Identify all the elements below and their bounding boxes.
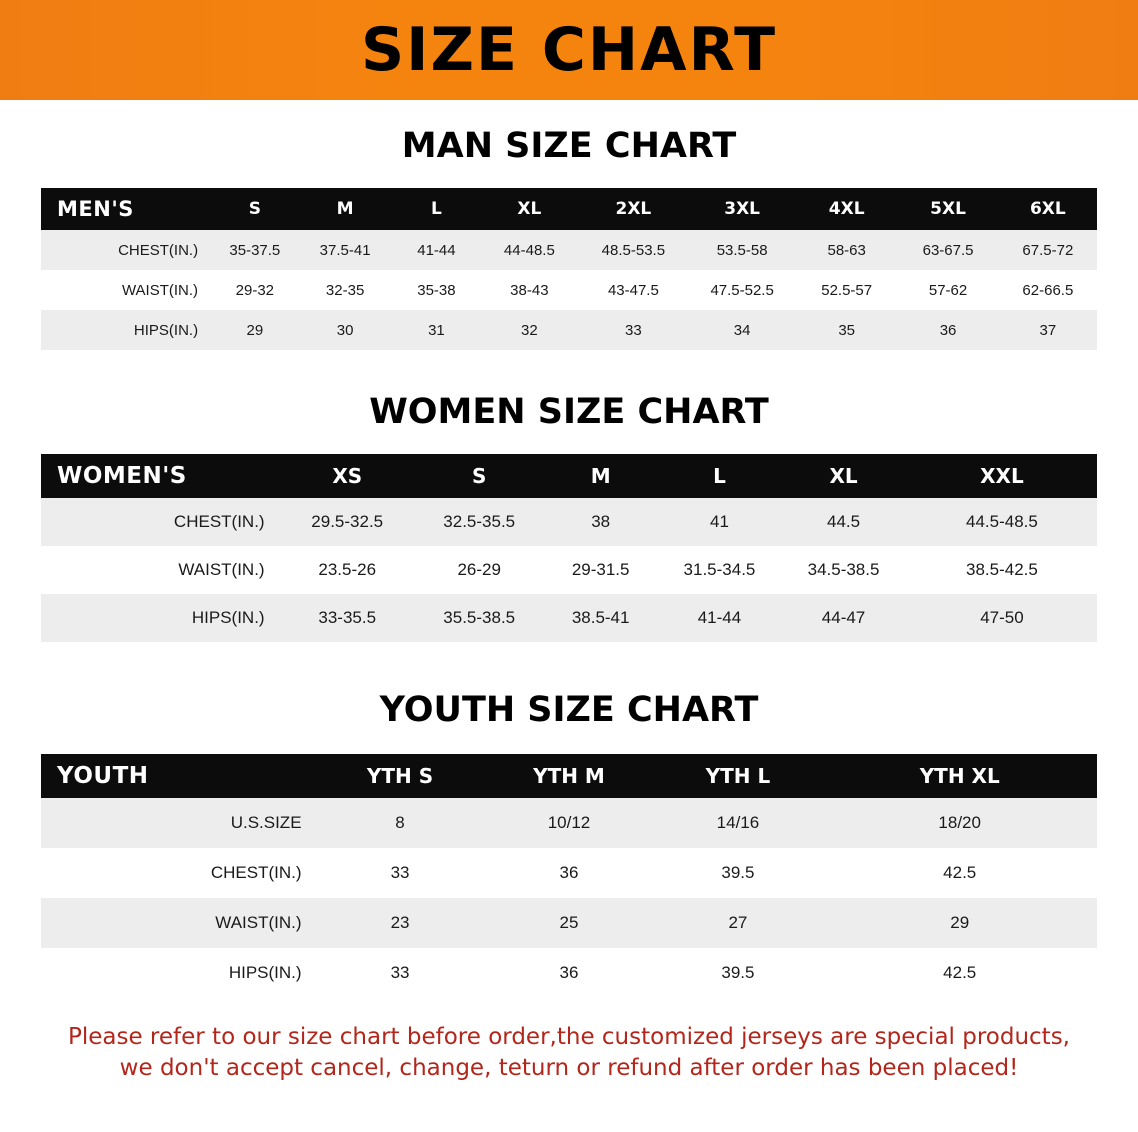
youth-hips-l: 39.5 xyxy=(653,948,822,998)
youth-row-label-hips: HIPS(IN.) xyxy=(41,948,316,998)
women-header-xs: XS xyxy=(279,454,416,498)
women-waist-xl: 34.5-38.5 xyxy=(780,546,907,594)
men-header-4xl: 4XL xyxy=(796,188,897,230)
women-hips-xs: 33-35.5 xyxy=(279,594,416,642)
youth-header-label: YOUTH xyxy=(41,754,316,798)
men-header-l: L xyxy=(393,188,481,230)
women-waist-xs: 23.5-26 xyxy=(279,546,416,594)
youth-ussize-s: 8 xyxy=(316,798,485,848)
women-row-label-waist: WAIST(IN.) xyxy=(41,546,279,594)
women-size-table xyxy=(41,454,1097,642)
women-chest-s: 32.5-35.5 xyxy=(416,498,543,546)
youth-waist-l: 27 xyxy=(653,898,822,948)
men-waist-5xl: 57-62 xyxy=(897,270,998,310)
youth-row-label-waist: WAIST(IN.) xyxy=(41,898,316,948)
women-waist-m: 29-31.5 xyxy=(543,546,659,594)
youth-hips-m: 36 xyxy=(485,948,654,998)
table-row xyxy=(41,230,1097,270)
men-chest-6xl: 67.5-72 xyxy=(999,230,1097,270)
men-chest-xl: 44-48.5 xyxy=(480,230,578,270)
men-row-label-chest: CHEST(IN.) xyxy=(41,230,212,270)
youth-table-wrapper xyxy=(0,754,1138,998)
men-hips-3xl: 34 xyxy=(688,310,796,350)
women-header-l: L xyxy=(659,454,780,498)
men-waist-3xl: 47.5-52.5 xyxy=(688,270,796,310)
men-waist-2xl: 43-47.5 xyxy=(578,270,688,310)
youth-size-table xyxy=(41,754,1097,998)
table-row xyxy=(41,898,1097,948)
women-hips-xl: 44-47 xyxy=(780,594,907,642)
youth-header-l: YTH L xyxy=(653,754,822,798)
youth-hips-s: 33 xyxy=(316,948,485,998)
men-hips-4xl: 35 xyxy=(796,310,897,350)
women-waist-l: 31.5-34.5 xyxy=(659,546,780,594)
women-header-s: S xyxy=(416,454,543,498)
men-header-6xl: 6XL xyxy=(999,188,1097,230)
men-chest-l: 41-44 xyxy=(393,230,481,270)
women-header-xl: XL xyxy=(780,454,907,498)
table-header-row xyxy=(41,454,1097,498)
youth-header-s: YTH S xyxy=(316,754,485,798)
table-row xyxy=(41,498,1097,546)
women-header-m: M xyxy=(543,454,659,498)
women-hips-m: 38.5-41 xyxy=(543,594,659,642)
men-waist-4xl: 52.5-57 xyxy=(796,270,897,310)
man-table-wrapper xyxy=(0,188,1138,350)
page-title: SIZE CHART xyxy=(360,15,778,85)
youth-section-title: YOUTH SIZE CHART xyxy=(379,690,759,730)
table-row xyxy=(41,848,1097,898)
youth-chest-l: 39.5 xyxy=(653,848,822,898)
youth-ussize-l: 14/16 xyxy=(653,798,822,848)
men-chest-s: 35-37.5 xyxy=(212,230,298,270)
man-section-title: MAN SIZE CHART xyxy=(401,126,737,166)
youth-chest-xl: 42.5 xyxy=(822,848,1097,898)
women-header-label: WOMEN'S xyxy=(41,454,279,498)
men-header-m: M xyxy=(298,188,393,230)
table-header-row xyxy=(41,754,1097,798)
women-header-xxl: XXL xyxy=(907,454,1097,498)
youth-ussize-xl: 18/20 xyxy=(822,798,1097,848)
table-row xyxy=(41,546,1097,594)
youth-ussize-m: 10/12 xyxy=(485,798,654,848)
men-waist-m: 32-35 xyxy=(298,270,393,310)
youth-hips-xl: 42.5 xyxy=(822,948,1097,998)
men-header-3xl: 3XL xyxy=(688,188,796,230)
women-chest-l: 41 xyxy=(659,498,780,546)
youth-row-label-ussize: U.S.SIZE xyxy=(41,798,316,848)
youth-chest-s: 33 xyxy=(316,848,485,898)
men-hips-s: 29 xyxy=(212,310,298,350)
men-hips-2xl: 33 xyxy=(578,310,688,350)
youth-waist-s: 23 xyxy=(316,898,485,948)
men-chest-m: 37.5-41 xyxy=(298,230,393,270)
women-hips-xxl: 47-50 xyxy=(907,594,1097,642)
women-chest-xl: 44.5 xyxy=(780,498,907,546)
men-waist-xl: 38-43 xyxy=(480,270,578,310)
women-chest-xs: 29.5-32.5 xyxy=(279,498,416,546)
men-hips-xl: 32 xyxy=(480,310,578,350)
men-hips-6xl: 37 xyxy=(999,310,1097,350)
men-size-table xyxy=(41,188,1097,350)
men-chest-3xl: 53.5-58 xyxy=(688,230,796,270)
men-hips-l: 31 xyxy=(393,310,481,350)
men-chest-5xl: 63-67.5 xyxy=(897,230,998,270)
note-line-2: we don't accept cancel, change, teturn or refund after order has been placed! xyxy=(119,1055,1019,1082)
women-hips-s: 35.5-38.5 xyxy=(416,594,543,642)
men-row-label-hips: HIPS(IN.) xyxy=(41,310,212,350)
men-chest-2xl: 48.5-53.5 xyxy=(578,230,688,270)
youth-header-m: YTH M xyxy=(485,754,654,798)
table-row xyxy=(41,948,1097,998)
men-waist-s: 29-32 xyxy=(212,270,298,310)
size-chart-banner xyxy=(0,0,1138,100)
youth-row-label-chest: CHEST(IN.) xyxy=(41,848,316,898)
men-header-5xl: 5XL xyxy=(897,188,998,230)
men-row-label-waist: WAIST(IN.) xyxy=(41,270,212,310)
youth-chest-m: 36 xyxy=(485,848,654,898)
women-row-label-hips: HIPS(IN.) xyxy=(41,594,279,642)
women-waist-xxl: 38.5-42.5 xyxy=(907,546,1097,594)
women-waist-s: 26-29 xyxy=(416,546,543,594)
table-row xyxy=(41,798,1097,848)
men-header-label: MEN'S xyxy=(41,188,212,230)
return-policy-note xyxy=(34,1022,1104,1084)
table-row xyxy=(41,310,1097,350)
women-hips-l: 41-44 xyxy=(659,594,780,642)
men-waist-l: 35-38 xyxy=(393,270,481,310)
women-chest-m: 38 xyxy=(543,498,659,546)
women-chest-xxl: 44.5-48.5 xyxy=(907,498,1097,546)
men-header-2xl: 2XL xyxy=(578,188,688,230)
men-hips-m: 30 xyxy=(298,310,393,350)
men-header-xl: XL xyxy=(480,188,578,230)
women-row-label-chest: CHEST(IN.) xyxy=(41,498,279,546)
note-line-1: Please refer to our size chart before order,the customized jerseys are special products, xyxy=(67,1024,1070,1050)
table-header-row xyxy=(41,188,1097,230)
table-row xyxy=(41,270,1097,310)
youth-waist-m: 25 xyxy=(485,898,654,948)
women-table-wrapper xyxy=(0,454,1138,642)
men-header-s: S xyxy=(212,188,298,230)
men-hips-5xl: 36 xyxy=(897,310,998,350)
women-section-title: WOMEN SIZE CHART xyxy=(369,392,769,432)
men-waist-6xl: 62-66.5 xyxy=(999,270,1097,310)
men-chest-4xl: 58-63 xyxy=(796,230,897,270)
table-row xyxy=(41,594,1097,642)
youth-header-xl: YTH XL xyxy=(822,754,1097,798)
youth-waist-xl: 29 xyxy=(822,898,1097,948)
